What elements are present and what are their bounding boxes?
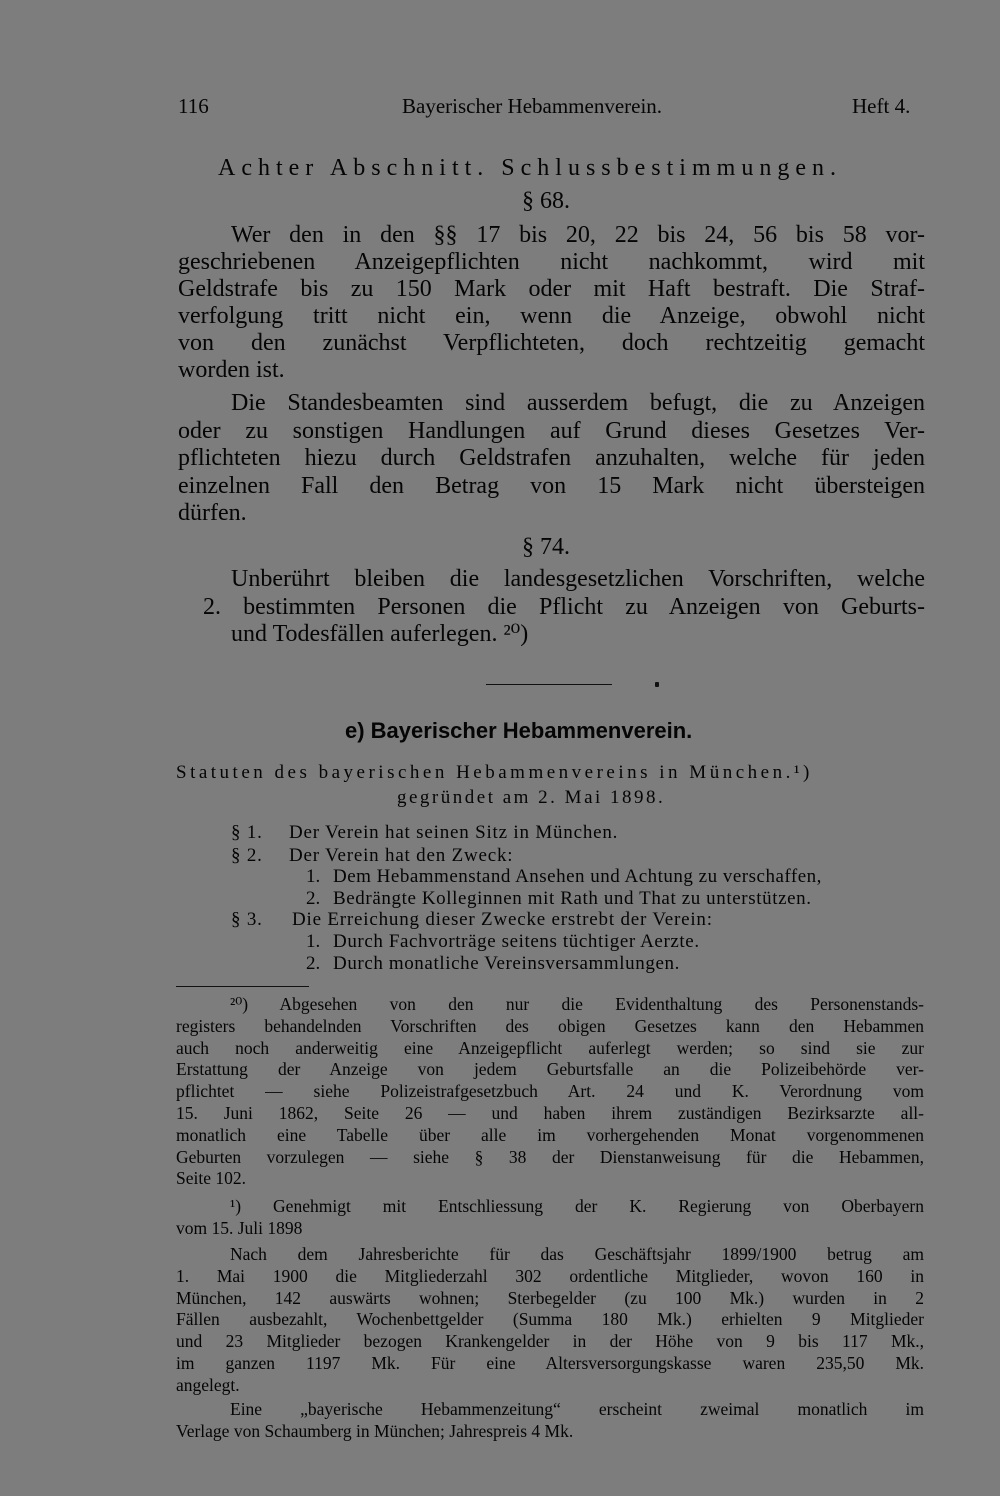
report-line: München, 142 auswärts wohnen; Sterbegelder (zu 100 Mk.) wurden in 2 (176, 1287, 924, 1308)
text-line: einzelnen Fall den Betrag von 15 Mark nicht übersteigen (178, 472, 925, 499)
statute-item-text: Der Verein hat seinen Sitz in München. (289, 822, 619, 843)
statute-section-number: § 1. (231, 822, 263, 843)
text-line: 2. bestimmten Personen die Pflicht zu Anzeigen von Geburts- (203, 593, 925, 620)
report-line: 1. Mai 1900 die Mitgliederzahl 302 ordentliche Mitglieder, wovon 160 in (176, 1265, 924, 1286)
paragraph-74-heading: § 74. (522, 534, 570, 560)
issue-label: Heft 4. (852, 94, 911, 118)
section-title: Achter Abschnitt. Schlussbestimmungen. (218, 155, 842, 181)
report-line: im ganzen 1197 Mk. Für eine Altersversorgungskasse waren 235,50 Mk. (176, 1352, 924, 1373)
footnote-line: Seite 102. (176, 1168, 246, 1189)
footnote-rule (176, 986, 309, 987)
statute-item-text: Die Erreichung dieser Zwecke erstrebt der Verein: (292, 909, 713, 930)
footnote-line: ²⁰) Abgesehen von den nur die Evidenthaltung des Personenstands- (230, 994, 924, 1014)
paragraph-68-heading: § 68. (522, 188, 570, 214)
journal-line: Verlage von Schaumberg in München; Jahrespreis 4 Mk. (176, 1420, 574, 1441)
ink-dot (655, 682, 659, 687)
text-line: dürfen. (178, 500, 247, 526)
annual-report (176, 1244, 924, 1397)
page-number: 116 (178, 94, 209, 118)
statute-subitem-text: Bedrängte Kolleginnen mit Rath und That zu unterstützen. (333, 888, 812, 909)
text-line: pflichteten hiezu durch Geldstrafen anzuhalten, welche für jeden (178, 445, 925, 471)
paragraph-74-body (203, 566, 925, 649)
statute-item-text: Der Verein hat den Zweck: (289, 845, 514, 866)
text-line: geschriebenen Anzeigepflichten nicht nachkommt, wird mit (178, 249, 925, 275)
statute-subitem-number: 1. (306, 931, 321, 952)
text-line: oder zu sonstigen Handlungen auf Grund dieses Gesetzes Ver- (178, 417, 925, 444)
footnote-line: pflichtet — siehe Polizeistrafgesetzbuch Art. 24 und K. Verordnung vom (176, 1081, 924, 1102)
statutes-title: Statuten des bayerischen Hebammenvereins in München.¹) (176, 762, 813, 783)
text-line: verfolgung tritt nicht ein, wenn die Anzeige, obwohl nicht (178, 303, 925, 329)
paragraph-68-body-2 (178, 390, 925, 528)
footnote-1 (176, 1196, 924, 1240)
report-line: Nach dem Jahresberichte für das Geschäftsjahr 1899/1900 betrug am (230, 1244, 924, 1264)
footnote-line: auch noch anderweitig eine Anzeigepflicht auferlegt werden; so sind sie zur (176, 1037, 924, 1058)
text-line: worden ist. (178, 357, 285, 383)
footnote-line: ¹) Genehmigt mit Entschliessung der K. Regierung von Oberbayern (230, 1196, 924, 1216)
journal-note (176, 1399, 924, 1443)
footnote-line: Erstattung der Anzeige von jedem Geburtsfalle an die Polizeibehörde ver- (176, 1059, 924, 1080)
statutes-founded: gegründet am 2. Mai 1898. (397, 787, 666, 808)
statute-section-number: § 2. (231, 845, 263, 866)
separator-rule (486, 684, 612, 685)
text-line: und Todesfällen auferlegen. ²⁰) (231, 621, 529, 647)
text-line: von den zunächst Verpflichteten, doch rechtzeitig gemacht (178, 330, 925, 356)
footnote-20 (176, 994, 924, 1190)
statute-subitem-text: Durch Fachvorträge seitens tüchtiger Aerzte. (333, 931, 700, 952)
statute-subitem-number: 2. (306, 888, 321, 909)
report-line: Fällen ausbezahlt, Wochenbettgelder (Summa 180 Mk.) erhielten 9 Mitglieder (176, 1309, 924, 1330)
running-title: Bayerischer Hebammenverein. (402, 94, 663, 118)
statute-subitem-number: 2. (306, 953, 321, 974)
report-line: angelegt. (176, 1374, 240, 1395)
journal-line: Eine „bayerische Hebammenzeitung“ erscheint zweimal monatlich im (230, 1399, 924, 1419)
statute-subitem-number: 1. (306, 866, 321, 887)
paragraph-68-body (178, 222, 925, 384)
footnote-line: Geburten vorzulegen — siehe § 38 der Dienstanweisung für die Hebammen, (176, 1146, 924, 1167)
text-line: Geldstrafe bis zu 150 Mark oder mit Haft bestraft. Die Straf- (178, 276, 925, 302)
statute-subitem-text: Durch monatliche Vereinsversammlungen. (333, 953, 680, 974)
footnote-line: registers behandelnden Vorschriften des obigen Gesetzes kann den Hebammen (176, 1015, 924, 1036)
association-heading: e) Bayerischer Hebammenverein. (345, 718, 693, 743)
footnote-line: vom 15. Juli 1898 (176, 1217, 303, 1238)
statute-section-number: § 3. (231, 909, 263, 930)
report-line: und 23 Mitglieder bezogen Krankengelder in der Höhe von 9 bis 117 Mk., (176, 1331, 924, 1352)
text-line: Wer den in den §§ 17 bis 20, 22 bis 24, 56 bis 58 vor- (231, 222, 925, 248)
footnote-line: monatlich eine Tabelle über alle im vorhergehenden Monat vorgenommenen (176, 1124, 924, 1145)
statute-subitem-text: Dem Hebammenstand Ansehen und Achtung zu verschaffen, (333, 866, 822, 887)
footnote-line: 15. Juni 1862, Seite 26 — und haben ihrem zuständigen Bezirksarzte all- (176, 1102, 924, 1123)
text-line: Die Standesbeamten sind ausserdem befugt, die zu Anzeigen (231, 390, 925, 416)
text-line: Unberührt bleiben die landesgesetzlichen Vorschriften, welche (231, 566, 925, 592)
